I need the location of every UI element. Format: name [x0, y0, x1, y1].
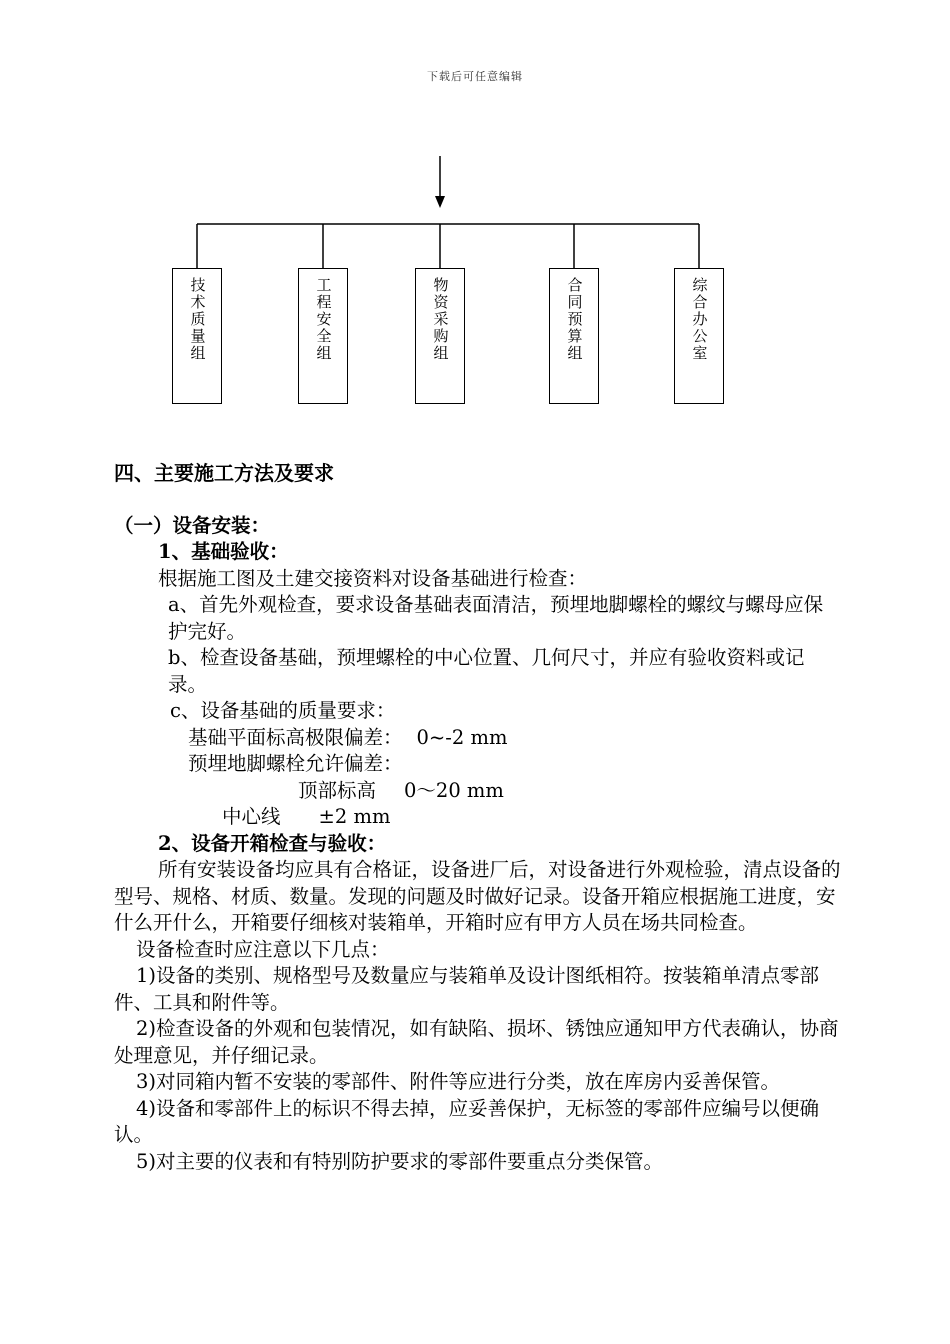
- item2-paragraph: 所有安装设备均应具有合格证，设备进厂后，对设备进行外观检验，清点设备的型号、规格、材质、数量。发现的问题及时做好记录。设备开箱应根据施工进度，安什么开什么，开箱要仔细核对装箱单，开箱时应有甲方人员在场共同检查。: [114, 858, 841, 934]
- note-3: 3)对同箱内暂不安装的零部件、附件等应进行分类，放在库房内妥善保管。: [136, 1070, 781, 1093]
- document-body: [114, 460, 842, 1175]
- item2-title: 2、设备开箱检查与验收：: [158, 831, 387, 855]
- requirement-1: 基础平面标高极限偏差： 0~-2 mm: [188, 725, 508, 749]
- org-box-general-office: 综合办公室: [674, 268, 724, 404]
- subsection-title: （一）设备安装：: [114, 513, 271, 537]
- note-4: 4)设备和零部件上的标识不得去掉，应妥善保护，无标签的零部件应编号以便确认。: [114, 1096, 820, 1146]
- org-box-engineering-safety: 工程安全组: [298, 268, 348, 404]
- note-5: 5)对主要的仪表和有特别防护要求的零部件要重点分类保管。: [136, 1149, 664, 1173]
- section-title: 四、主要施工方法及要求: [114, 461, 334, 485]
- org-chart-connectors: [0, 150, 950, 410]
- org-box-contract-budget: 合同预算组: [549, 268, 599, 404]
- requirement-3: 顶部标高 0～20 mm: [298, 778, 504, 802]
- requirement-4: 中心线 ±2 mm: [222, 805, 391, 828]
- item1-intro: 根据施工图及土建交接资料对设备基础进行检查：: [158, 566, 588, 590]
- org-box-tech-quality: 技术质量组: [172, 268, 222, 404]
- item1-c: c、设备基础的质量要求：: [170, 699, 396, 722]
- notes-intro: 设备检查时应注意以下几点：: [136, 937, 390, 961]
- item1-a: a、首先外观检查，要求设备基础表面清洁，预埋地脚螺栓的螺纹与螺母应保护完好。: [168, 593, 824, 643]
- header-note: 下载后可任意编辑: [427, 70, 523, 83]
- down-arrow-icon: [435, 196, 445, 208]
- requirement-2: 预埋地脚螺栓允许偏差：: [188, 752, 403, 775]
- note-2: 2)检查设备的外观和包装情况，如有缺陷、损坏、锈蚀应通知甲方代表确认，协商处理意见，并仔细记录。: [114, 1017, 839, 1067]
- note-1: 1)设备的类别、规格型号及数量应与装箱单及设计图纸相符。按装箱单清点零部件、工具和附件等。: [114, 964, 820, 1014]
- item1-title: 1、基础验收：: [158, 540, 289, 563]
- org-box-materials-purchasing: 物资采购组: [415, 268, 465, 404]
- item1-b: b、检查设备基础，预埋螺栓的中心位置、几何尺寸，并应有验收资料或记录。: [168, 646, 805, 696]
- org-chart: [0, 150, 950, 410]
